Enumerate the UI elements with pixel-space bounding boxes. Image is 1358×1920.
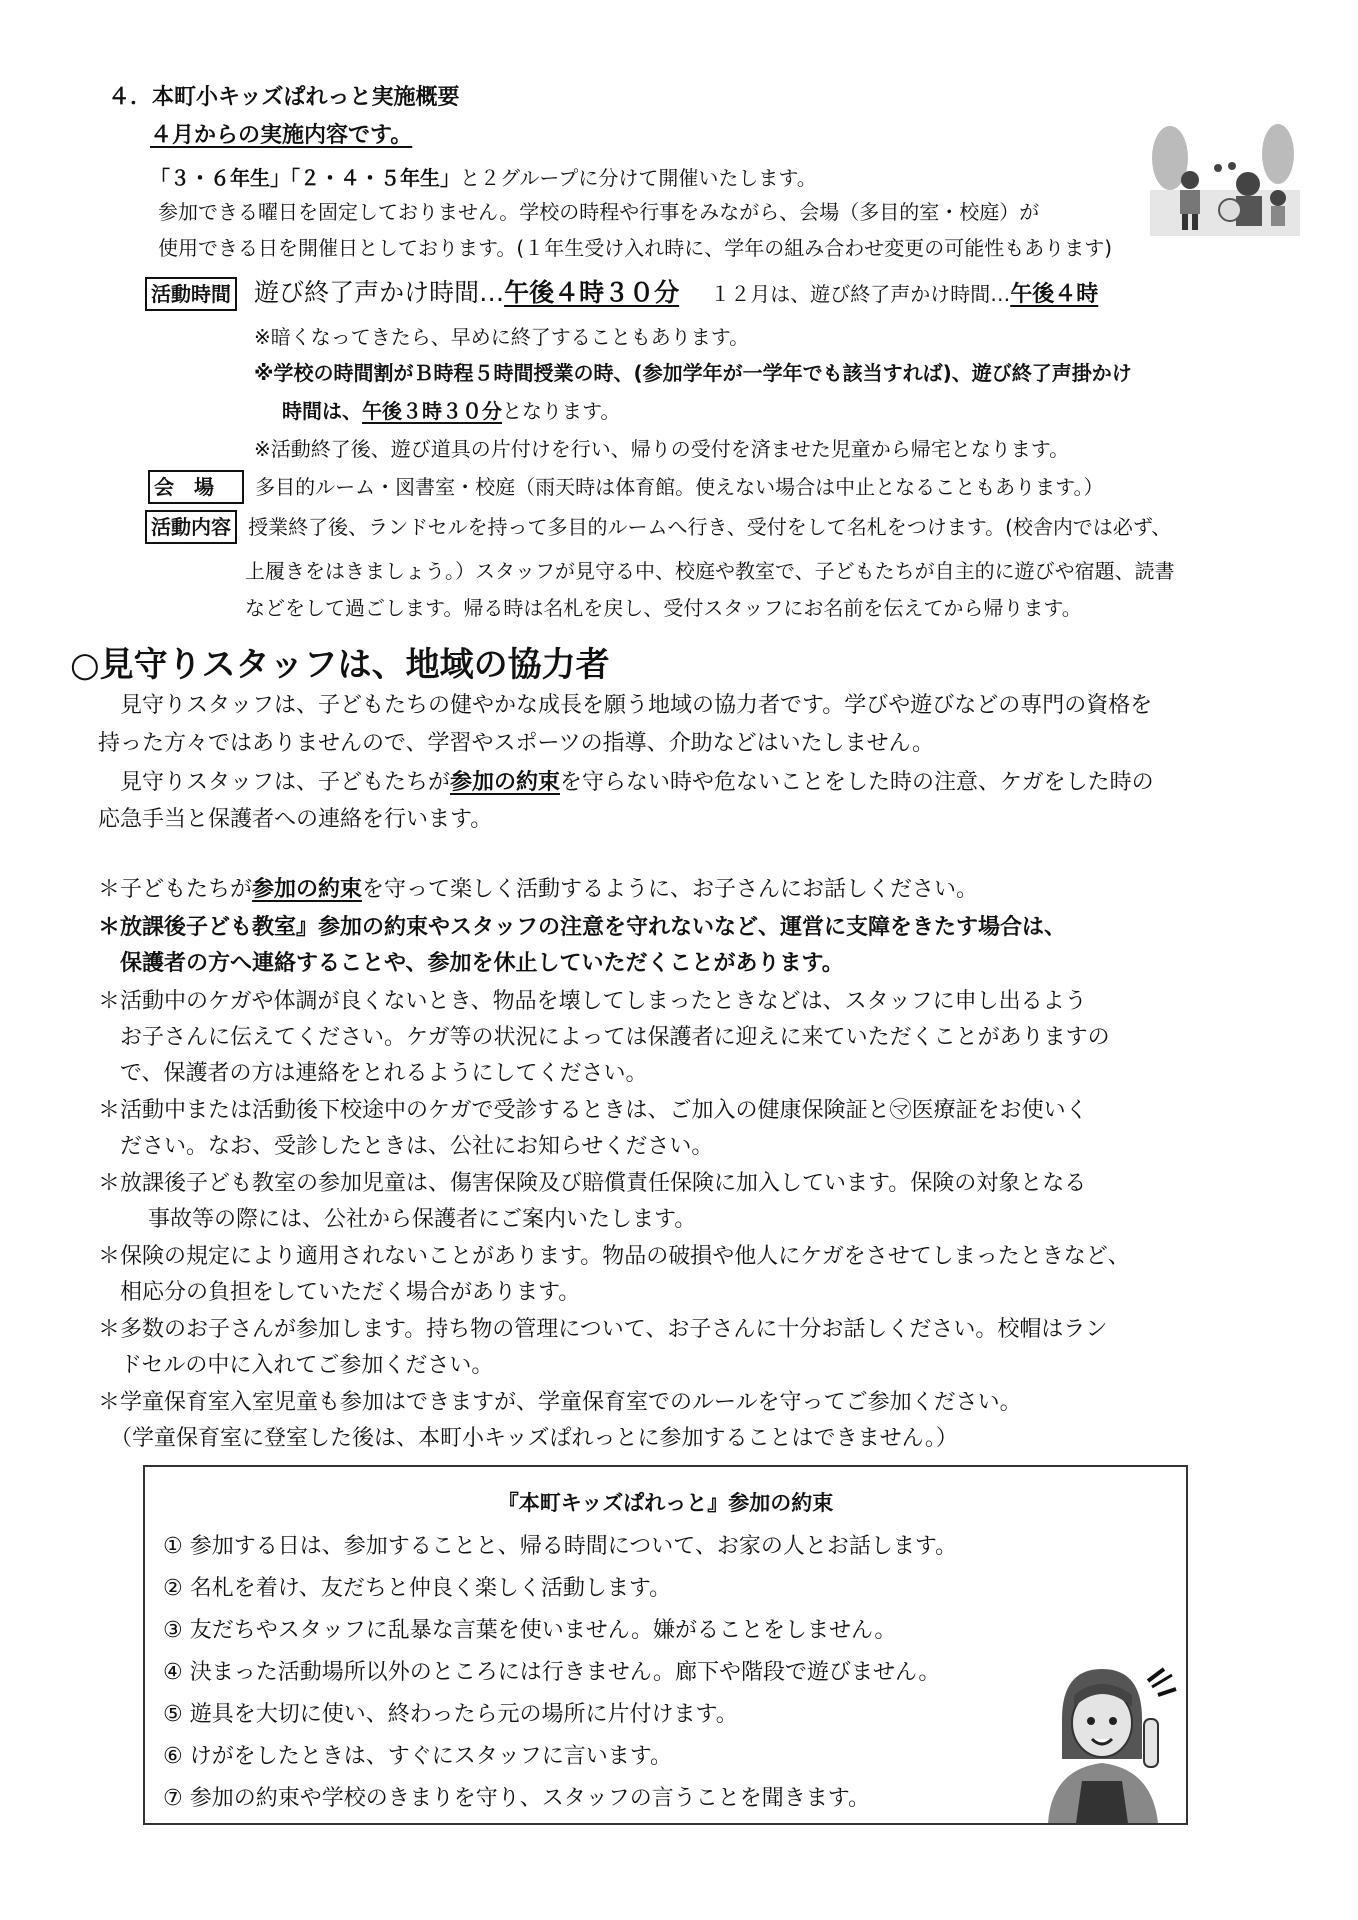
staff-p2-promise: 参加の約束 <box>450 770 561 795</box>
promise-item: ① 参加する日は、参加することと、帰る時間について、お家の人とお話します。 <box>163 1534 958 1559</box>
december-lead: １２月は、遊び終了声かけ時間… <box>710 282 1011 306</box>
activity-time-value: 午後４時３０分 <box>504 278 680 307</box>
schedule-para-2: 使用できる日を開催日としております。(１年生受け入れ時に、学年の組み合わせ変更の可能性もあります) <box>158 236 1113 260</box>
staff-p2-c: を守らない時や危ないことをした時の注意、ケガをした時の <box>560 770 1154 795</box>
note-1-promise: 参加の約束 <box>252 877 363 902</box>
promise-item: ② 名札を着け、友だちと仲良く楽しく活動します。 <box>163 1576 672 1601</box>
content-line-1: 授業終了後、ランドセルを持って多目的ルームへ行き、受付をして名札をつけます。(校舎内では必ず、 <box>248 515 1172 539</box>
note3-time: 午後３時３０分 <box>362 399 502 423</box>
note-4-line-2: ださい。なお、受診したときは、公社にお知らせください。 <box>120 1134 714 1159</box>
staff-heading: ○見守りスタッフは、地域の協力者 <box>70 645 610 685</box>
note3-prefix: 時間は、 <box>282 399 362 423</box>
staff-para-2-line-1 <box>120 765 1154 796</box>
note-8-line-2: （学童保育室に登室した後は、本町小キッズぱれっとに参加することはできません。） <box>110 1426 958 1451</box>
promise-item: ④ 決まった活動場所以外のところには行きません。廊下や階段で遊びません。 <box>163 1660 941 1685</box>
note-6-line-2: 相応分の負担をしていただく場合があります。 <box>120 1280 581 1305</box>
note-3-line-3: で、保護者の方は連絡をとれるようにしてください。 <box>120 1061 648 1086</box>
note-8-line-1: ＊学童保育室入室児童も参加はできますが、学童保育室でのルールを守ってご参加ください。 <box>98 1390 1022 1415</box>
groups-line <box>150 162 817 191</box>
venue-text: 多目的ルーム・図書室・校庭（雨天時は体育館。使えない場合は中止となることもあります。） <box>255 475 1104 499</box>
staff-para-1-line-1: 見守りスタッフは、子どもたちの健やかな成長を願う地域の協力者です。学びや遊びなどの専門の資格を <box>120 693 1153 718</box>
venue-tag: 会 場 <box>148 470 244 504</box>
note3-suffix: となります。 <box>502 399 621 423</box>
note-3-line-2: お子さんに伝えてください。ケガ等の状況によっては保護者に迎えに来ていただくことがありますの <box>120 1025 1110 1050</box>
section-title: ４．本町小キッズぱれっと実施概要 <box>108 85 460 110</box>
note-5-line-1: ＊放課後子ども教室の参加児童は、傷害保険及び賠償責任保険に加入しています。保険の対象となる <box>98 1171 1087 1196</box>
december-time: 午後４時 <box>1010 282 1099 307</box>
content-tag: 活動内容 <box>145 510 237 544</box>
note-7-line-1: ＊多数のお子さんが参加します。持ち物の管理について、お子さんに十分お話しください。校帽はラン <box>98 1317 1108 1342</box>
section-subtitle: ４月からの実施内容です。 <box>150 123 413 148</box>
activity-note-3 <box>282 395 620 424</box>
promise-item: ⑦ 参加の約束や学校のきまりを守り、スタッフの言うことを聞きます。 <box>163 1786 870 1811</box>
staff-para-1-line-2: 持った方々ではありませんので、学習やスポーツの指導、介助などはいたしません。 <box>98 731 935 756</box>
activity-time-tag: 活動時間 <box>145 277 237 311</box>
promise-item: ③ 友だちやスタッフに乱暴な言葉を使いません。嫌がることをしません。 <box>163 1618 897 1643</box>
woman-pointing-illustration <box>1040 1659 1180 1823</box>
activity-time-row <box>145 273 1098 311</box>
promise-box <box>143 1465 1188 1825</box>
note-2-line-2: 保護者の方へ連絡することや、参加を休止していただくことがあります。 <box>120 951 844 976</box>
activity-note-1: ※暗くなってきたら、早めに終了することもあります。 <box>254 325 750 349</box>
note-4-line-1: ＊活動中または活動後下校途中のケガで受診するときは、ご加入の健康保険証と㋮医療証をお使いく <box>98 1098 1088 1123</box>
note-1-c: を守って楽しく活動するように、お子さんにお話しください。 <box>362 877 979 902</box>
staff-p2-a: 見守りスタッフは、子どもたちが <box>120 770 451 795</box>
content-line-3: などをして過ごします。帰る時は名札を戻し、受付スタッフにお名前を伝えてから帰ります。 <box>245 596 1082 620</box>
content-line-2: 上履きをはきましょう。）スタッフが見守る中、校庭や教室で、子どもたちが自主的に遊びや宿題、読書 <box>245 559 1175 583</box>
promise-title: 『本町キッズぱれっと』参加の約束 <box>497 1491 834 1515</box>
note-5-line-2: 事故等の際には、公社から保護者にご案内いたします。 <box>148 1207 697 1232</box>
note-6-line-1: ＊保険の規定により適用されないことがあります。物品の破損や他人にケガをさせてしまったときなど、 <box>98 1244 1130 1269</box>
note-1-a: ＊子どもたちが <box>98 877 253 902</box>
groups-desc: と２グループに分けて開催いたします。 <box>460 166 817 190</box>
activity-time-lead: 遊び終了声かけ時間… <box>254 278 505 307</box>
activity-note-4: ※活動終了後、遊び道具の片付けを行い、帰りの受付を済ませた児童から帰宅となります。 <box>254 437 1070 461</box>
schedule-para-1: 参加できる曜日を固定しておりません。学校の時程や行事をみながら、会場（多目的室・校庭）が <box>158 200 1040 224</box>
staff-para-2-line-2: 応急手当と保護者への連絡を行います。 <box>98 807 493 832</box>
content-row <box>145 510 1171 544</box>
promise-item: ⑥ けがをしたときは、すぐにスタッフに言います。 <box>163 1744 672 1769</box>
promise-item: ⑤ 遊具を大切に使い、終わったら元の場所に片付けます。 <box>163 1702 738 1727</box>
note-2-line-1: ＊放課後子ども教室』参加の約束やスタッフの注意を守れないなど、運営に支障をきたす場合は、 <box>98 915 1067 940</box>
venue-row <box>148 470 1104 504</box>
groups-names: 「３・６年生」「２・４・５年生」 <box>150 166 460 190</box>
note-1 <box>98 872 978 903</box>
note-7-line-2: ドセルの中に入れてご参加ください。 <box>120 1353 494 1378</box>
note-3-line-1: ＊活動中のケガや体調が良くないとき、物品を壊してしまったときなどは、スタッフに申し出るよう <box>98 989 1087 1014</box>
activity-note-2: ※学校の時間割がＢ時程５時間授業の時、(参加学年が一学年でも該当すれば)、遊び終了声掛かけ <box>254 361 1132 385</box>
children-playing-illustration <box>1150 118 1300 236</box>
